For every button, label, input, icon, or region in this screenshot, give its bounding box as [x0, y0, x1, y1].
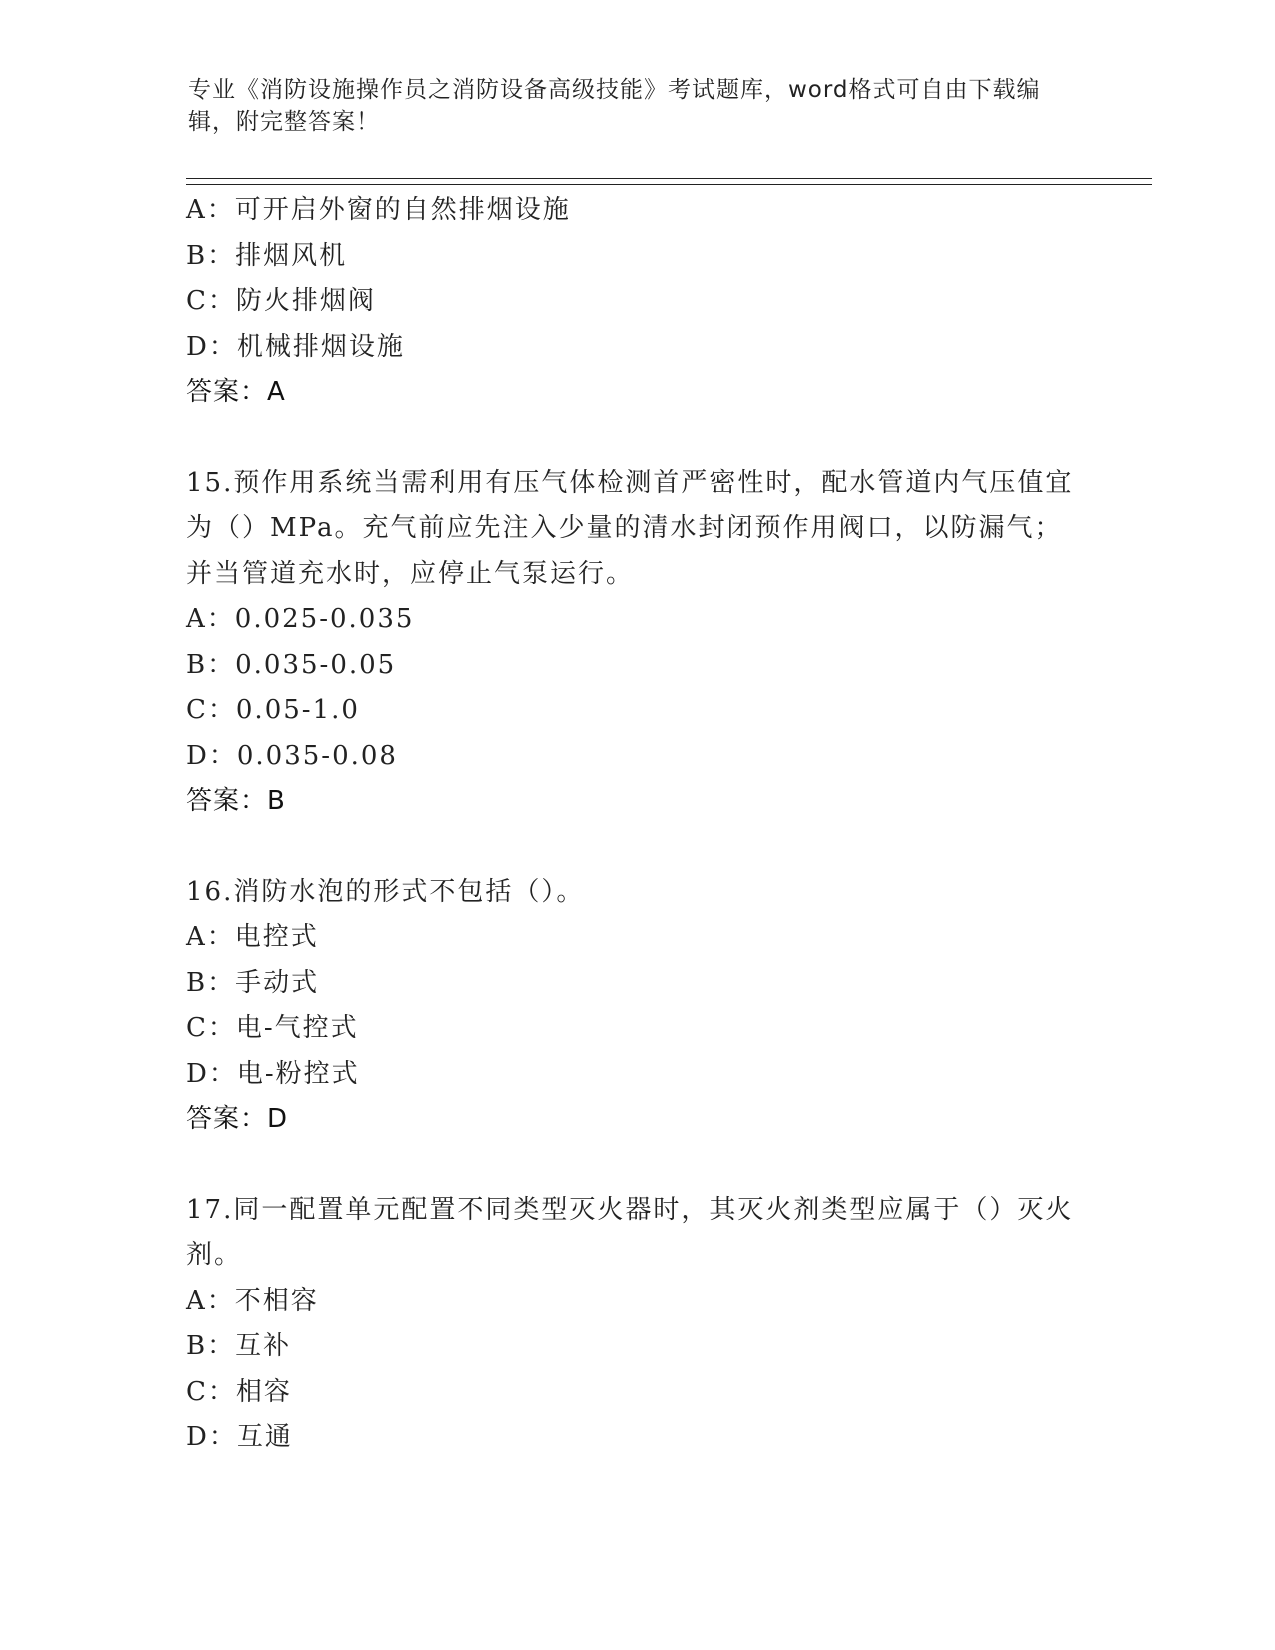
option-d: D：机械排烟设施	[186, 331, 405, 362]
question-text: 17.同一配置单元配置不同类型灭火器时，其灭火剂类型应属于（）灭火剂。	[186, 1194, 1074, 1270]
question-15	[186, 461, 1086, 825]
option-c: C：0.05-1.0	[186, 695, 360, 725]
option-b: B：互补	[186, 1331, 292, 1361]
option-d: D：互通	[186, 1422, 293, 1452]
option-d: D：电-粉控式	[186, 1058, 360, 1089]
option-d: D：0.035-0.08	[186, 740, 398, 771]
option-a: A：不相容	[186, 1285, 319, 1316]
answer-line: 答案：A	[186, 377, 286, 407]
option-c: C：相容	[186, 1376, 292, 1407]
spacer	[186, 825, 1086, 870]
option-c: C：电-气控式	[186, 1013, 359, 1043]
option-b: B：手动式	[186, 967, 320, 998]
option-b: B：0.035-0.05	[186, 649, 397, 680]
question-fragment	[186, 188, 1086, 416]
option-a: A：可开启外窗的自然排烟设施	[186, 195, 571, 225]
option-a: A：电控式	[186, 922, 319, 952]
spacer	[186, 1143, 1086, 1188]
question-17	[186, 1188, 1086, 1461]
spacer	[186, 416, 1086, 461]
document-header: 专业《消防设施操作员之消防设备高级技能》考试题库，word格式可自由下载编辑，附完整答案！	[188, 77, 1041, 135]
question-text: 16.消防水泡的形式不包括（）。	[186, 876, 585, 907]
header-rule-top	[186, 178, 1152, 179]
question-text: 15.预作用系统当需利用有压气体检测首严密性时，配水管道内气压值宜为（）MPa。充气前应先注入少量的清水封闭预作用阀口，以防漏气；并当管道充水时，应停止气泵运行。	[186, 467, 1074, 589]
answer-line: 答案：D	[186, 1104, 289, 1134]
option-a: A：0.025-0.035	[186, 604, 415, 634]
option-c: C：防火排烟阀	[186, 286, 376, 316]
question-list	[186, 188, 1086, 1461]
header-rule-bottom	[186, 184, 1152, 185]
option-b: B：排烟风机	[186, 240, 348, 271]
answer-line: 答案：B	[186, 786, 286, 816]
question-16	[186, 870, 1086, 1143]
